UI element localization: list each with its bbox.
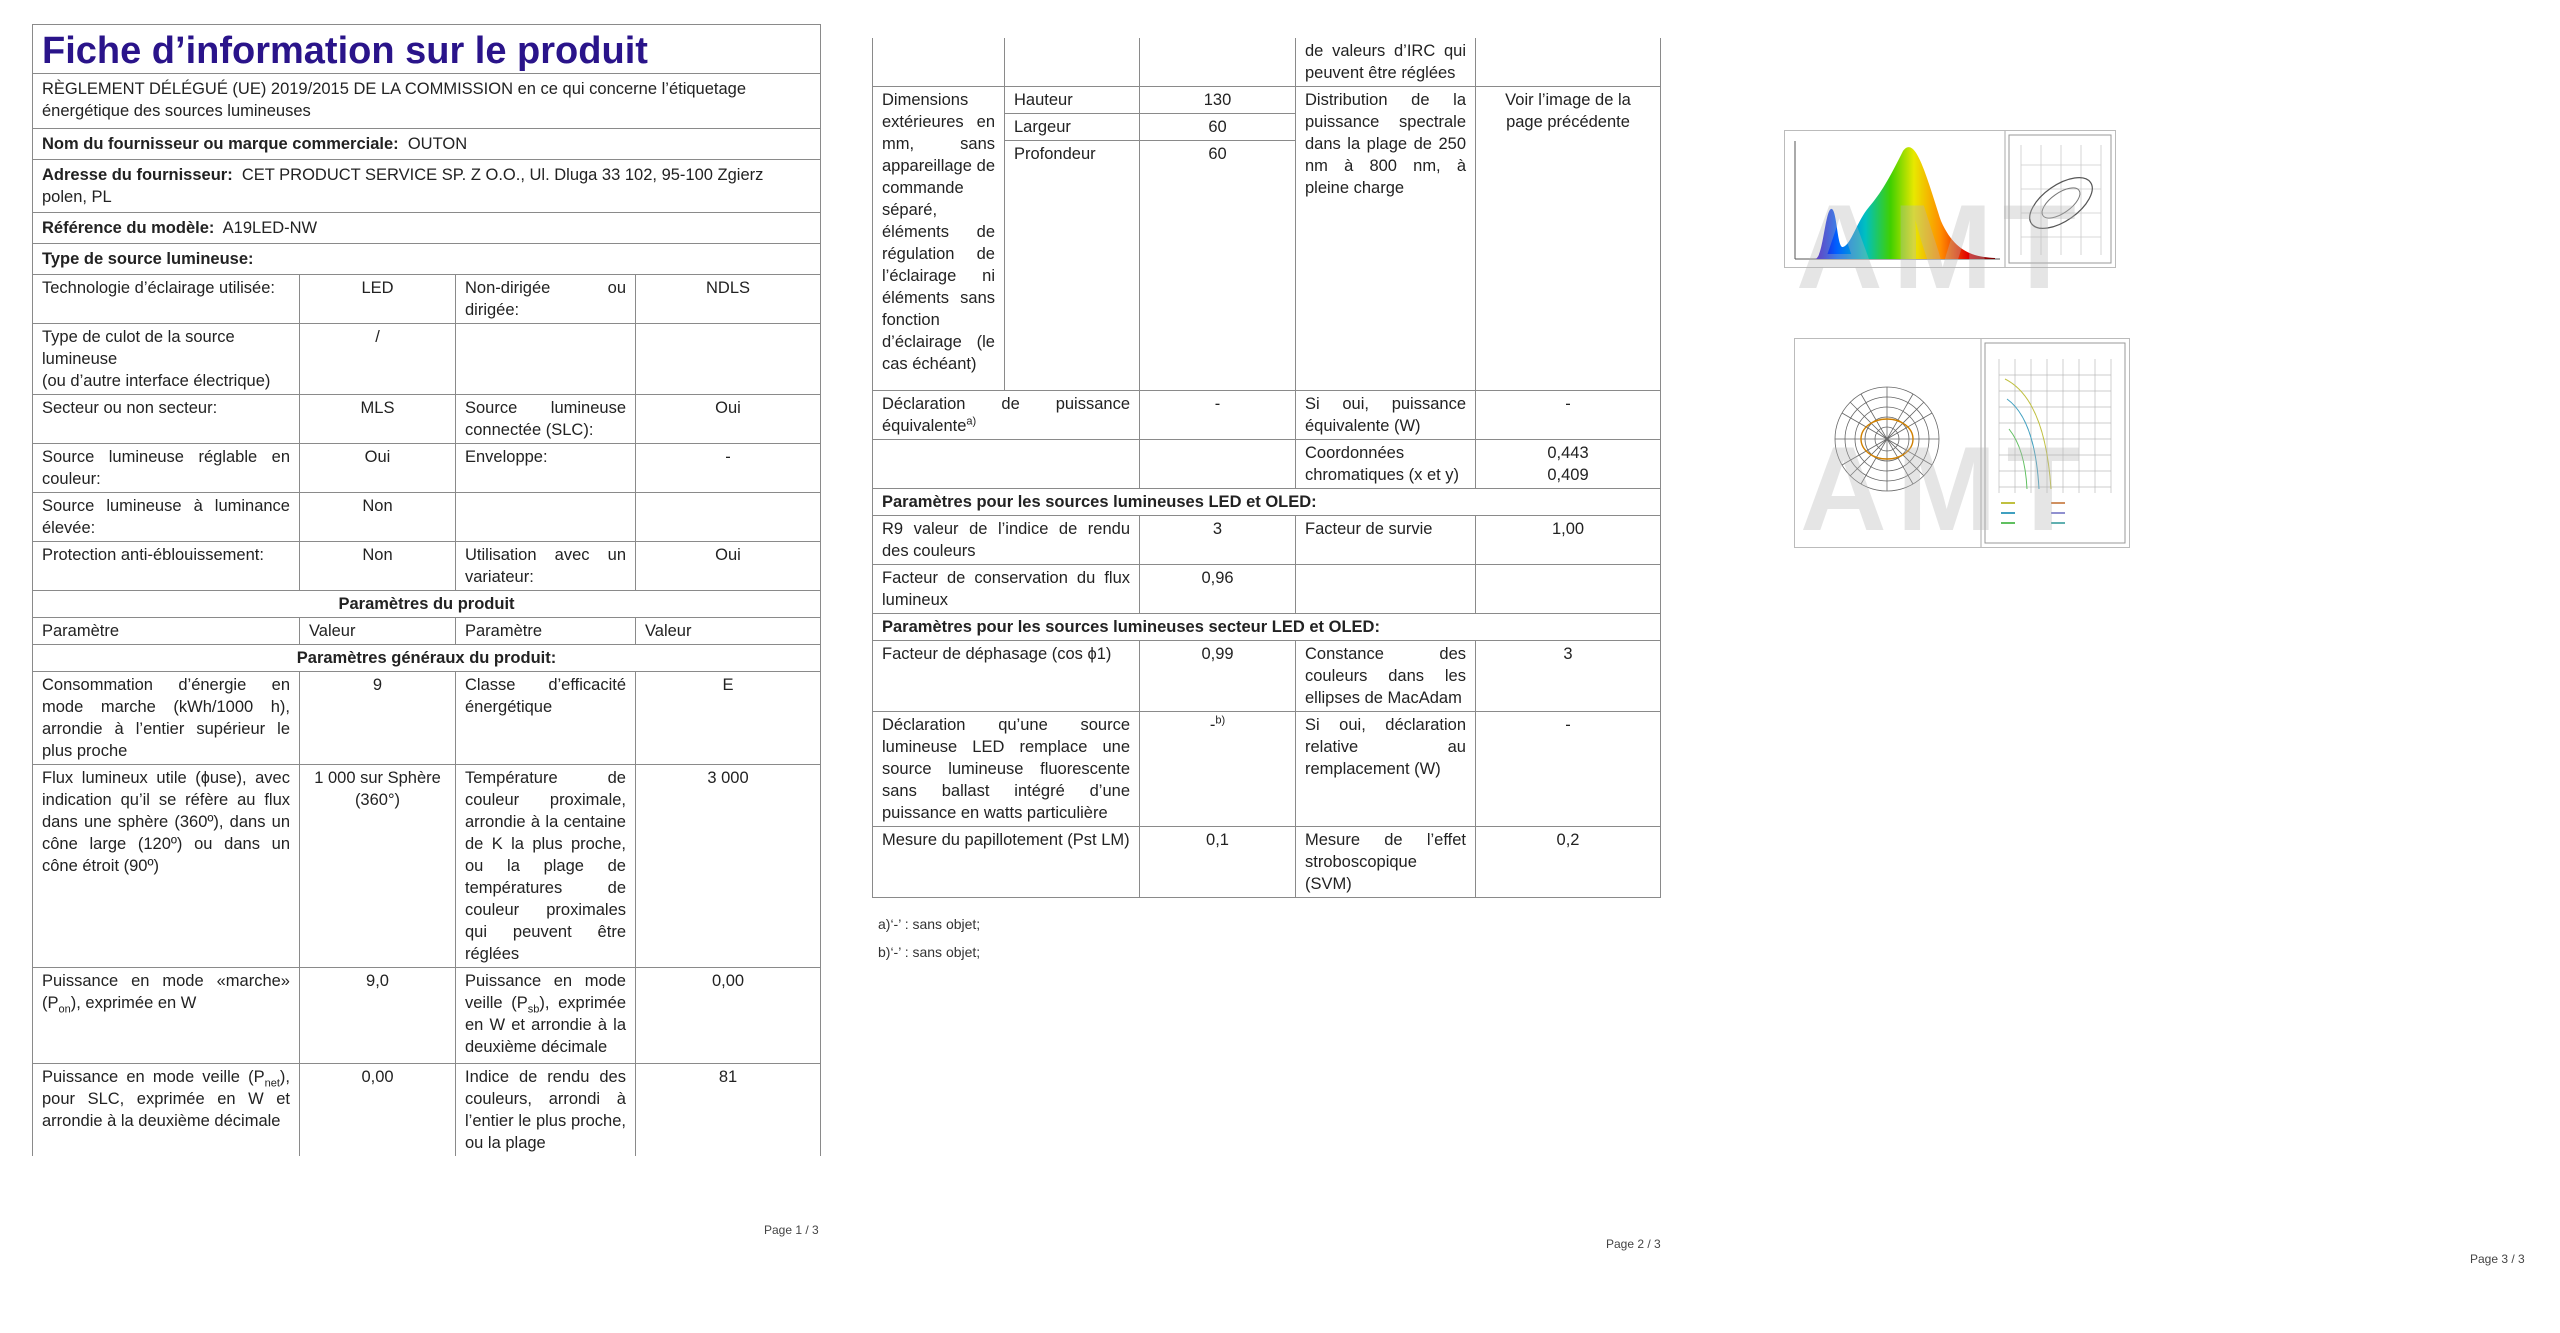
row-label: Type de culot de la source lumineuse (ou d’autre interface électrique)	[33, 324, 300, 395]
depth-value: 60	[1140, 141, 1296, 391]
row-label: Puissance en mode veille $(P_{sb})$, exprimée en W et arrondie à la deuxième décimale	[456, 968, 636, 1064]
footnote-a: a)‘-’ : sans objet;	[878, 916, 981, 932]
replace-w-value: -	[1476, 712, 1661, 827]
row-label: Source lumineuse à luminance élevée:	[33, 493, 300, 542]
chroma-value: 0,443 0,409	[1476, 440, 1661, 489]
row-value: -	[636, 444, 821, 493]
spectral-value: Voir l’image de la page précédente	[1476, 87, 1661, 391]
row-label: Flux lumineux utile (ɸuse), avec indication qu’il se réfère au flux dans une sphère (360º), dans un cône large (120º) ou dans un cône étroit (90º)	[33, 765, 300, 968]
row-value: 3 000	[636, 765, 821, 968]
supplier-name-label: Nom du fournisseur ou marque commerciale:	[42, 135, 399, 153]
row-label: Source lumineuse réglable en couleur:	[33, 444, 300, 493]
row-label: Classe d’efficacité énergétique	[456, 672, 636, 765]
row-value: LED	[300, 275, 456, 324]
product-info-table-continued	[872, 38, 1661, 898]
regulation-text: RÈGLEMENT DÉLÉGUÉ (UE) 2019/2015 DE LA COMMISSION en ce qui concerne l’étiquetage énergétique des sources lumineuses	[33, 73, 820, 128]
equiv-value: -	[1140, 391, 1296, 440]
equiv-label: Déclaration de puissance équivalente$^{a)}$	[873, 391, 1140, 440]
row-label: Source lumineuse connectée (SLC):	[456, 395, 636, 444]
mains-led-heading: Paramètres pour les sources lumineuses secteur LED et OLED:	[873, 614, 1661, 641]
row-label: Enveloppe:	[456, 444, 636, 493]
maint-label: Facteur de conservation du flux lumineux	[873, 565, 1140, 614]
page-number: Page 1 / 3	[764, 1223, 819, 1237]
table-row	[33, 968, 821, 1064]
model-value: A19LED-NW	[222, 219, 318, 237]
maint-value: 0,96	[1140, 565, 1296, 614]
table-row	[873, 38, 1661, 87]
table-row	[33, 395, 821, 444]
r9-value: 3	[1140, 516, 1296, 565]
row-label: Puissance en mode veille $(P_{net})$, pour SLC, exprimée en W et arrondie à la deuxième décimale	[33, 1064, 300, 1157]
model-label: Référence du modèle:	[42, 219, 215, 237]
row-value: 0,00	[300, 1064, 456, 1157]
row-label: Protection anti-éblouissement:	[33, 542, 300, 591]
row-value: Oui	[636, 395, 821, 444]
strobo-value: 0,2	[1476, 827, 1661, 898]
phase-value: 0,99	[1140, 641, 1296, 712]
page-title: Fiche d’information sur le produit	[42, 30, 648, 72]
table-row	[33, 672, 821, 765]
row-value: Oui	[636, 542, 821, 591]
table-row	[33, 765, 821, 968]
table-row	[873, 440, 1661, 489]
phase-label: Facteur de déphasage (cos ϕ1)	[873, 641, 1140, 712]
row-label: Température de couleur proximale, arrondie à la centaine de K la plus proche, ou la plage de températures de couleur proximales qui peuvent être réglées	[456, 765, 636, 968]
row-value: Non	[300, 493, 456, 542]
replace-label: Déclaration qu’une source lumineuse LED remplace une source lumineuse fluorescente sans ballast intégré d’une puissance en watts particulière	[873, 712, 1140, 827]
supplier-address-label: Adresse du fournisseur:	[42, 166, 233, 184]
source-type-label: Type de source lumineuse:	[33, 244, 821, 275]
product-info-table	[32, 24, 821, 1156]
table-row	[33, 542, 821, 591]
col-param: Paramètre	[456, 618, 636, 645]
col-param: Paramètre	[33, 618, 300, 645]
row-value: Non	[300, 542, 456, 591]
table-row	[33, 444, 821, 493]
general-params-heading: Paramètres généraux du produit:	[33, 645, 821, 672]
row-label	[456, 324, 636, 395]
row-label: de valeurs d’IRC qui peuvent être réglées	[1296, 38, 1476, 87]
row-label: Non-dirigée ou dirigée:	[456, 275, 636, 324]
table-row	[33, 1064, 821, 1157]
page-number: Page 3 / 3	[2470, 1252, 2525, 1266]
dimensions-label: Dimensions extérieures en mm, sans appareillage de commande séparé, éléments de régulation de l’éclairage ni éléments sans fonction d’éclairage (le cas échéant)	[873, 87, 1005, 391]
table-row	[33, 275, 821, 324]
equiv-w-value: -	[1476, 391, 1661, 440]
row-label: Utilisation avec un variateur:	[456, 542, 636, 591]
depth-label: Profondeur	[1005, 141, 1140, 391]
footnote-b: b)‘-’ : sans objet;	[878, 944, 981, 960]
macadam-value: 3	[1476, 641, 1661, 712]
replace-value: -$^{b)}$	[1140, 712, 1296, 827]
equiv-w-label: Si oui, puissance équivalente (W)	[1296, 391, 1476, 440]
table-row	[873, 641, 1661, 712]
row-value: 9	[300, 672, 456, 765]
strobo-label: Mesure de l’effet stroboscopique (SVM)	[1296, 827, 1476, 898]
page-1	[0, 0, 840, 1333]
supplier-name: OUTON	[407, 135, 468, 153]
row-value: Oui	[300, 444, 456, 493]
replace-w-label: Si oui, déclaration relative au remplacement (W)	[1296, 712, 1476, 827]
macadam-label: Constance des couleurs dans les ellipses de MacAdam	[1296, 641, 1476, 712]
table-row	[873, 827, 1661, 898]
row-label: Secteur ou non secteur:	[33, 395, 300, 444]
row-label: Indice de rendu des couleurs, arrondi à l’entier le plus proche, ou la plage	[456, 1064, 636, 1157]
page-3	[1700, 0, 2560, 1333]
table-row	[33, 493, 821, 542]
row-value: 9,0	[300, 968, 456, 1064]
chroma-label: Coordonnées chromatiques (x et y)	[1296, 440, 1476, 489]
col-value: Valeur	[300, 618, 456, 645]
row-label: Consommation d’énergie en mode marche (kWh/1000 h), arrondie à l’entier supérieur le plus proche	[33, 672, 300, 765]
table-row	[873, 391, 1661, 440]
row-value: 0,00	[636, 968, 821, 1064]
row-label: Technologie d’éclairage utilisée:	[33, 275, 300, 324]
col-value: Valeur	[636, 618, 821, 645]
watermark-logo: AMT	[1800, 422, 2090, 556]
row-value: 1 000 sur Sphère (360°)	[300, 765, 456, 968]
table-row	[873, 565, 1661, 614]
page-number: Page 2 / 3	[1606, 1237, 1661, 1251]
row-value: NDLS	[636, 275, 821, 324]
row-value: MLS	[300, 395, 456, 444]
table-row	[873, 712, 1661, 827]
width-value: 60	[1140, 114, 1296, 141]
row-value: /	[300, 324, 456, 395]
width-label: Largeur	[1005, 114, 1140, 141]
r9-label: R9 valeur de l’indice de rendu des couleurs	[873, 516, 1140, 565]
height-label: Hauteur	[1005, 87, 1140, 114]
table-header-row	[33, 618, 821, 645]
row-value: 81	[636, 1064, 821, 1157]
table-row	[33, 324, 821, 395]
row-value: E	[636, 672, 821, 765]
supplier-address: CET PRODUCT SERVICE SP. Z O.O., Ul. Dluga 33 102, 95-100 Zgierz polen, PL	[42, 166, 764, 206]
row-label	[456, 493, 636, 542]
watermark-logo: AMT	[1796, 180, 2086, 314]
height-value: 130	[1140, 87, 1296, 114]
row-value	[636, 324, 821, 395]
spectral-label: Distribution de la puissance spectrale dans la plage de 250 nm à 800 nm, à pleine charge	[1296, 87, 1476, 391]
page-2	[860, 0, 1680, 1333]
flicker-label: Mesure du papillotement (Pst LM)	[873, 827, 1140, 898]
table-row	[873, 516, 1661, 565]
row-label: Puissance en mode «marche» $(P_{on})$, exprimée en W	[33, 968, 300, 1064]
flicker-value: 0,1	[1140, 827, 1296, 898]
row-value	[636, 493, 821, 542]
survival-value: 1,00	[1476, 516, 1661, 565]
led-oled-heading: Paramètres pour les sources lumineuses LED et OLED:	[873, 489, 1661, 516]
survival-label: Facteur de survie	[1296, 516, 1476, 565]
product-params-heading: Paramètres du produit	[33, 591, 821, 618]
table-row	[873, 87, 1661, 114]
